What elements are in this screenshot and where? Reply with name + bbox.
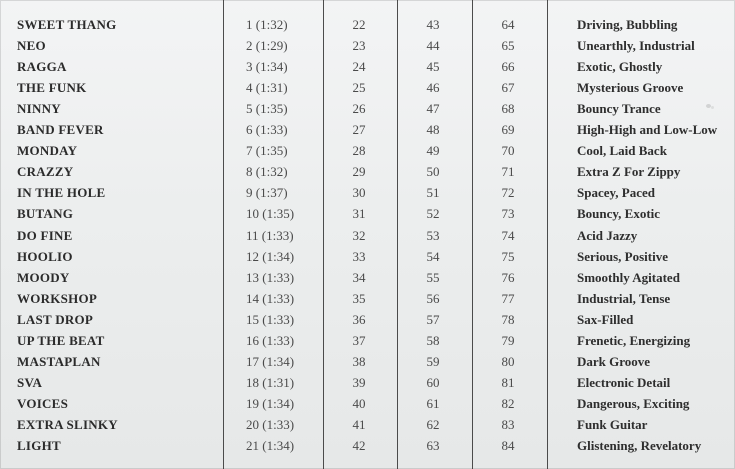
table-row [0,161,735,182]
track-title: NEO [17,38,46,54]
track-description: Electronic Detail [577,374,671,390]
index-number: 81 [501,374,515,390]
index-number: 47 [426,101,440,117]
track-number-duration: 9 (1:37) [246,185,288,201]
track-description: Glistening, Revelatory [577,438,702,453]
track-title: MONDAY [17,143,78,159]
index-number: 28 [352,143,366,159]
index-number: 35 [352,290,366,306]
track-title: EXTRA SLINKY [17,416,118,432]
track-title: THE FUNK [17,80,87,96]
track-number-duration: 15 (1:33) [246,311,295,327]
index-number: 30 [352,185,366,201]
index-number: 77 [501,290,515,306]
index-number: 63 [426,438,440,453]
track-number-duration: 1 (1:32) [246,17,288,32]
index-number: 39 [352,374,366,390]
track-number-duration: 7 (1:35) [246,143,288,159]
track-title: BAND FEVER [17,122,104,138]
index-number: 55 [426,269,440,285]
track-number-duration: 2 (1:29) [246,38,288,54]
index-number: 58 [426,332,440,348]
track-description: Dangerous, Exciting [577,395,690,411]
track-description: Exotic, Ghostly [577,59,663,75]
index-number: 82 [501,395,515,411]
track-number-duration: 16 (1:33) [246,332,295,348]
track-title: MASTAPLAN [17,353,101,369]
index-number: 41 [352,416,366,432]
index-number: 33 [352,248,366,264]
index-number: 46 [426,80,440,96]
track-description: Cool, Laid Back [577,143,667,159]
index-number: 36 [352,311,366,327]
table-row [0,372,735,393]
table-row [0,267,735,288]
index-number: 34 [352,269,366,285]
track-description: Serious, Positive [577,248,668,264]
track-description: Industrial, Tense [577,290,671,306]
index-number: 61 [426,395,440,411]
track-number-duration: 19 (1:34) [246,395,295,411]
index-number: 67 [501,80,515,96]
index-number: 53 [426,227,440,243]
table-row [0,309,735,330]
index-number: 23 [352,38,366,54]
index-number: 25 [352,80,366,96]
track-title: LIGHT [17,438,61,453]
index-number: 54 [426,248,440,264]
table-row [0,393,735,414]
index-number: 27 [352,122,366,138]
track-number-duration: 17 (1:34) [246,353,295,369]
table-row [0,56,735,77]
index-number: 71 [501,164,515,180]
index-number: 66 [501,59,515,75]
index-number: 42 [352,438,366,453]
index-number: 44 [426,38,440,54]
index-number: 29 [352,164,366,180]
index-number: 37 [352,332,366,348]
track-description: Acid Jazzy [577,227,638,243]
index-number: 75 [501,248,515,264]
index-number: 80 [501,353,515,369]
track-description: Mysterious Groove [577,80,684,96]
table-row [0,246,735,267]
track-description: Extra Z For Zippy [577,164,681,180]
track-number-duration: 14 (1:33) [246,290,295,306]
table-row [0,35,735,56]
table-row [0,351,735,372]
table-row [0,225,735,246]
table-row [0,182,735,203]
index-number: 38 [352,353,366,369]
track-title: NINNY [17,101,61,117]
track-description: Frenetic, Energizing [577,332,691,348]
index-number: 74 [501,227,515,243]
track-description: Spacey, Paced [577,185,655,201]
track-title: BUTANG [17,206,74,222]
table-row [0,203,735,224]
index-number: 32 [352,227,366,243]
track-description: Bouncy, Exotic [577,206,661,222]
table-row [0,14,735,35]
index-number: 69 [501,122,515,138]
table-row [0,77,735,98]
track-description: Unearthly, Industrial [577,38,695,54]
index-number: 22 [352,17,366,32]
index-number: 78 [501,311,515,327]
track-description: Dark Groove [577,353,651,369]
track-number-duration: 11 (1:33) [246,227,294,243]
index-number: 83 [501,416,515,432]
track-description: Funk Guitar [577,416,648,432]
table-row [0,414,735,435]
index-number: 24 [352,59,366,75]
index-number: 84 [501,438,515,453]
track-description: Driving, Bubbling [577,17,678,32]
index-number: 31 [352,206,366,222]
track-description: Bouncy Trance [577,101,661,117]
track-description: Sax-Filled [577,311,634,327]
index-number: 43 [426,17,440,32]
track-number-duration: 10 (1:35) [246,206,295,222]
track-title: LAST DROP [17,311,94,327]
index-number: 51 [426,185,440,201]
track-number-duration: 4 (1:31) [246,80,288,96]
index-number: 52 [426,206,440,222]
table-row [0,140,735,161]
index-number: 48 [426,122,440,138]
index-number: 60 [426,374,440,390]
track-number-duration: 6 (1:33) [246,122,288,138]
track-description: Smoothly Agitated [577,269,680,285]
table-row [0,435,735,456]
track-title: DO FINE [17,227,73,243]
index-number: 59 [426,353,440,369]
track-title: RAGGA [17,59,67,75]
index-number: 65 [501,38,515,54]
index-number: 49 [426,143,440,159]
index-number: 70 [501,143,515,159]
index-number: 50 [426,164,440,180]
index-number: 79 [501,332,515,348]
index-number: 40 [352,395,366,411]
track-number-duration: 21 (1:34) [246,438,295,453]
index-number: 62 [426,416,440,432]
track-number-duration: 5 (1:35) [246,101,288,117]
index-number: 64 [501,17,515,32]
index-number: 76 [501,269,515,285]
track-number-duration: 20 (1:33) [246,416,295,432]
track-number-duration: 18 (1:31) [246,374,295,390]
table-row [0,119,735,140]
track-title: HOOLIO [17,248,73,264]
track-number-duration: 3 (1:34) [246,59,288,75]
index-number: 73 [501,206,515,222]
track-title: UP THE BEAT [17,332,105,348]
track-title: WORKSHOP [17,290,98,306]
track-number-duration: 13 (1:33) [246,269,295,285]
index-number: 72 [501,185,515,201]
track-title: IN THE HOLE [17,185,106,201]
index-number: 68 [501,101,515,117]
track-title: SWEET THANG [17,17,117,32]
index-number: 57 [426,311,440,327]
track-number-duration: 8 (1:32) [246,164,288,180]
track-number-duration: 12 (1:34) [246,248,295,264]
table-row [0,330,735,351]
track-title: SVA [17,374,43,390]
index-number: 56 [426,290,440,306]
track-title: MOODY [17,269,70,285]
index-number: 26 [352,101,366,117]
track-title: VOICES [17,395,69,411]
table-row [0,98,735,119]
index-number: 45 [426,59,440,75]
track-description: High-High and Low-Low [577,122,718,138]
track-title: CRAZZY [17,164,74,180]
table-row [0,288,735,309]
